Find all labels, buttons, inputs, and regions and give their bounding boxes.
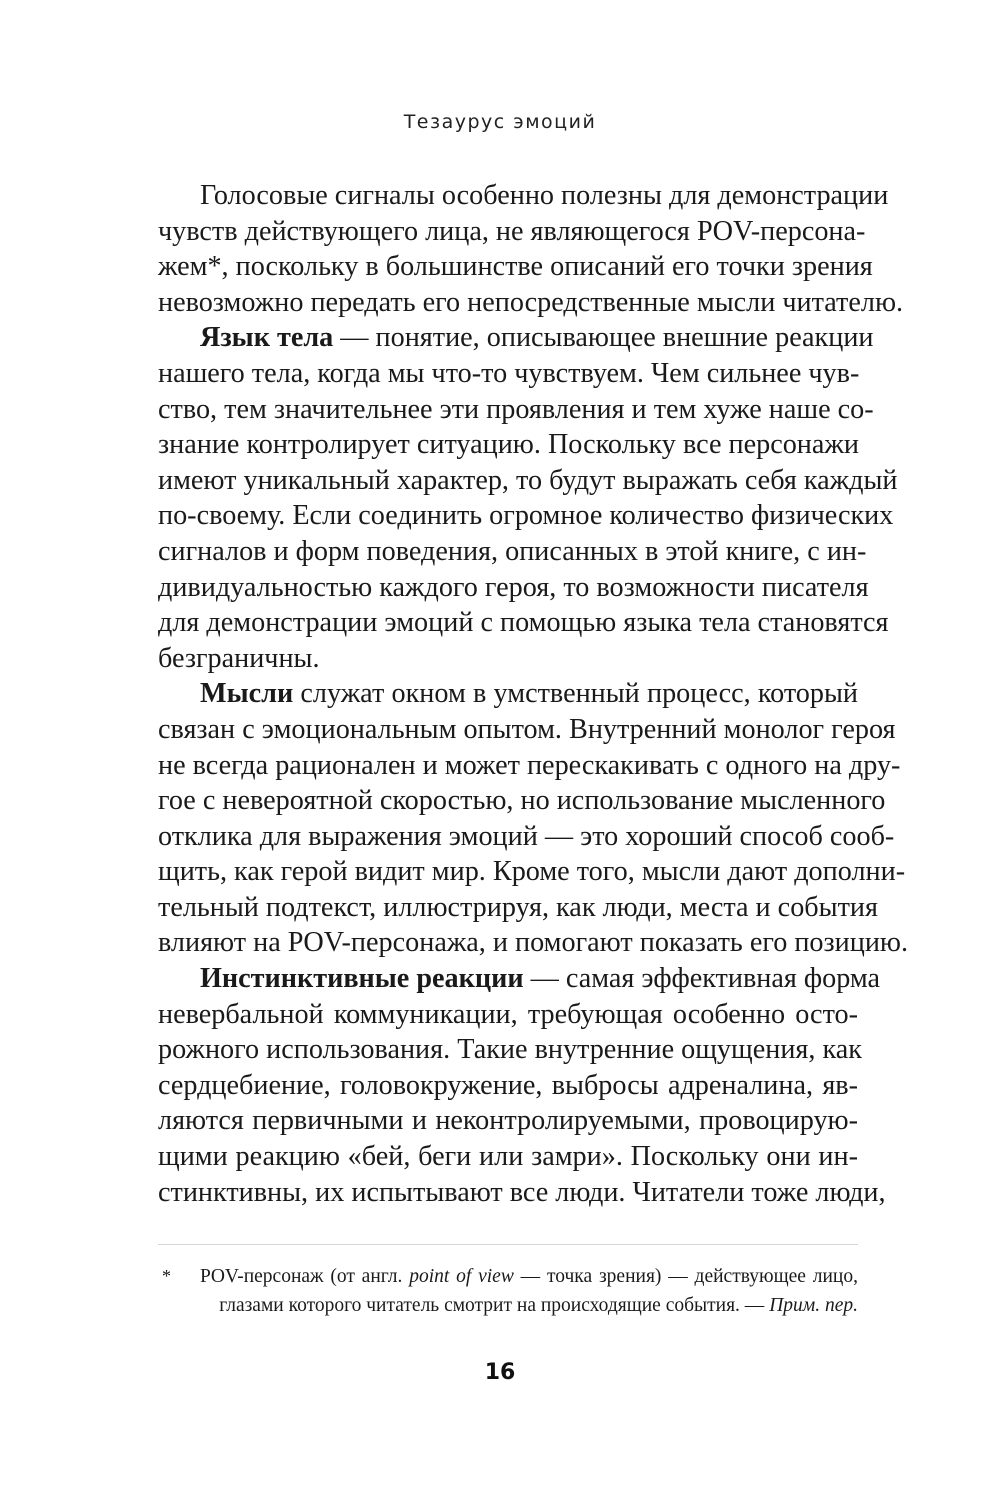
text-line xyxy=(158,961,881,997)
text-line: связан с эмоциональным опытом. Внутренний монолог героя xyxy=(158,713,896,745)
text-line xyxy=(158,676,858,712)
text-line: Голосовые сигналы особенно полезны для демонстрации xyxy=(200,180,889,211)
text-line: по-своему. Если соединить огромное количество физических xyxy=(158,500,894,532)
text-line: ство, тем значительнее эти проявления и тем хуже наше со- xyxy=(158,393,874,425)
text-fragment: — понятие, описывающее внешние реакции xyxy=(333,322,874,354)
text-line: не всегда рационален и может перескакивать с одного на дру- xyxy=(158,749,901,781)
text-fragment: — самая эффективная форма xyxy=(523,963,881,995)
text-line: стинктивны, их испытывают все люди. Читатели тоже люди, xyxy=(158,1176,886,1208)
text-line: гое с невероятной скоростью, но использование мысленного xyxy=(158,785,886,817)
text-line: чувств действующего лица, не являющегося POV-персона- xyxy=(158,215,866,247)
text-line: отклика для выражения эмоций — это хороший способ сооб- xyxy=(158,820,895,852)
text-fragment: POV-персонаж (от англ. xyxy=(200,1266,410,1287)
text-fragment: — точка зрения) — действующее лицо, xyxy=(513,1266,858,1287)
term-instinctive-reactions: Инстинктивные реакции xyxy=(200,963,524,995)
term-thoughts: Мысли xyxy=(200,678,294,710)
footnote xyxy=(158,1262,858,1320)
footnote-text xyxy=(200,1262,858,1320)
footnote-line xyxy=(200,1291,858,1320)
term-body-language: Язык тела xyxy=(200,322,334,354)
text-line: невозможно передать его непосредственные мысли читателю. xyxy=(158,286,904,318)
footnote-mark: * xyxy=(162,1266,171,1286)
text-line: невербальной коммуникации, требующая особенно осто- xyxy=(158,998,858,1030)
body-text xyxy=(158,178,909,1210)
text-line: нашего тела, когда мы что-то чувствуем. Чем сильнее чув- xyxy=(158,357,860,389)
running-title: Тезаурус эмоций xyxy=(403,111,597,133)
text-fragment: служат окном в умственный процесс, который xyxy=(293,678,858,710)
text-line: безграничны. xyxy=(158,642,320,674)
text-line: жем*, поскольку в большинстве описаний его точки зрения xyxy=(158,251,873,283)
text-fragment: глазами которого читатель смотрит на происходящие события. — xyxy=(219,1295,770,1316)
text-line: влияют на POV-персонажа, и помогают показать его позицию. xyxy=(158,927,909,959)
text-line: дивидуальностью каждого героя, то возможности писателя xyxy=(158,571,869,603)
text-line: сигналов и форм поведения, описанных в этой книге, с ин- xyxy=(158,535,867,567)
text-line: щить, как герой видит мир. Кроме того, мысли дают дополни- xyxy=(158,856,906,888)
text-line: имеют уникальный характер, то будут выражать себя каждый xyxy=(158,464,898,496)
footnote-divider xyxy=(158,1244,858,1245)
text-line xyxy=(158,320,874,356)
footnote-line xyxy=(200,1262,858,1291)
text-fragment-italic: Прим. пер. xyxy=(769,1295,858,1316)
text-fragment-italic: point of view xyxy=(409,1266,514,1287)
text-line: для демонстрации эмоций с помощью языка тела становятся xyxy=(158,607,889,639)
text-line: рожного использования. Такие внутренние ощущения, как xyxy=(158,1034,862,1066)
page-number: 16 xyxy=(484,1360,516,1385)
text-line: сердцебиение, головокружение, выбросы адреналина, яв- xyxy=(158,1069,858,1101)
text-line: щими реакцию «бей, беги или замри». Поскольку они ин- xyxy=(158,1141,858,1173)
text-line: ляются первичными и неконтролируемыми, провоцирую- xyxy=(158,1105,858,1137)
text-line: тельный подтекст, иллюстрируя, как люди, места и события xyxy=(158,891,878,923)
text-line: знание контролирует ситуацию. Поскольку все персонажи xyxy=(158,429,859,461)
